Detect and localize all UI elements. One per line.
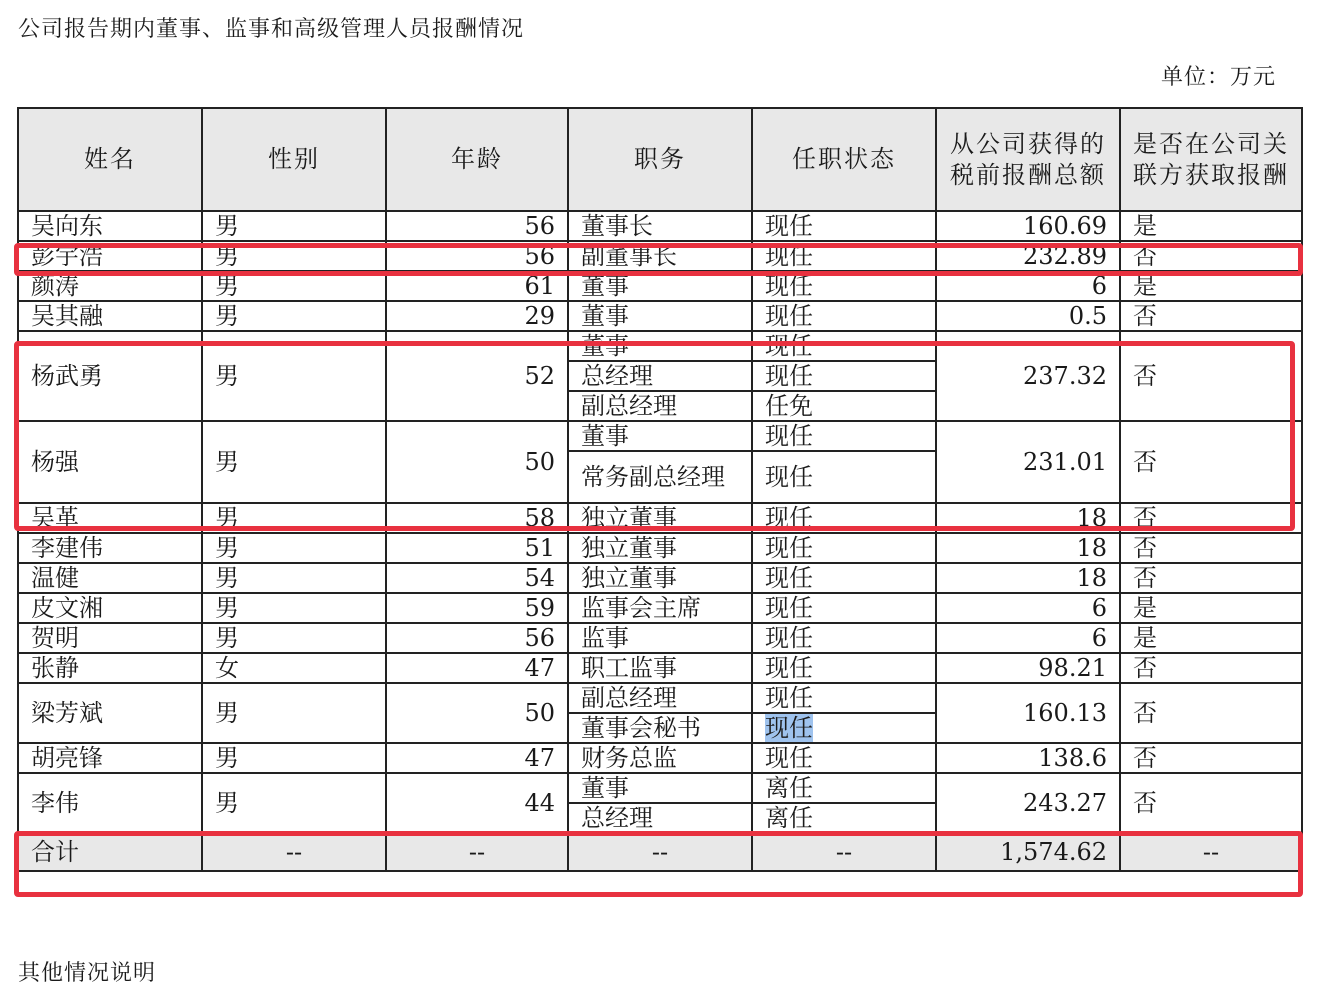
cell-status: 离任 xyxy=(752,773,936,803)
cell-status: 现任 xyxy=(752,743,936,773)
cell-gender: 男 xyxy=(202,743,386,773)
cell-age: 58 xyxy=(386,503,568,533)
cell-position: 董事长 xyxy=(568,211,752,241)
cell-related: 否 xyxy=(1120,533,1302,563)
cell-pay: 160.69 xyxy=(936,211,1120,241)
cell-name: 杨武勇 xyxy=(18,331,202,421)
table-row xyxy=(18,271,1302,301)
cell-name: 吴向东 xyxy=(18,211,202,241)
cell-related: 否 xyxy=(1120,743,1302,773)
cell-status: 现任 xyxy=(752,361,936,391)
table-row xyxy=(18,683,1302,713)
cell-name: 吴其融 xyxy=(18,301,202,331)
cell-status: 现任 xyxy=(752,623,936,653)
table-row xyxy=(18,331,1302,361)
cell-status: 现任 xyxy=(752,241,936,271)
table-row xyxy=(18,653,1302,683)
table-row xyxy=(18,211,1302,241)
cell-pay: 232.89 xyxy=(936,241,1120,271)
cell-position: 独立董事 xyxy=(568,533,752,563)
total-status: -- xyxy=(752,833,936,871)
cell-related: 是 xyxy=(1120,271,1302,301)
header-row xyxy=(18,108,1302,211)
header-status: 任职状态 xyxy=(752,108,936,211)
cell-gender: 男 xyxy=(202,211,386,241)
header-related: 是否在公司关联方获取报酬 xyxy=(1120,108,1302,211)
cell-status: 现任 xyxy=(752,451,936,503)
cell-pay: 160.13 xyxy=(936,683,1120,743)
cell-name: 胡亮锋 xyxy=(18,743,202,773)
cell-related: 否 xyxy=(1120,241,1302,271)
cell-related: 否 xyxy=(1120,773,1302,833)
cell-position: 监事会主席 xyxy=(568,593,752,623)
table-row xyxy=(18,241,1302,271)
cell-related: 否 xyxy=(1120,683,1302,743)
table-row xyxy=(18,743,1302,773)
cell-age: 29 xyxy=(386,301,568,331)
cell-pay: 138.6 xyxy=(936,743,1120,773)
cell-pay: 6 xyxy=(936,271,1120,301)
cell-position: 董事会秘书 xyxy=(568,713,752,743)
other-notes-heading: 其他情况说明 xyxy=(18,961,157,986)
cell-age: 56 xyxy=(386,211,568,241)
header-gender: 性别 xyxy=(202,108,386,211)
cell-gender: 男 xyxy=(202,331,386,421)
cell-status: 现任 xyxy=(752,301,936,331)
cell-status: 现任 xyxy=(752,331,936,361)
cell-related: 是 xyxy=(1120,623,1302,653)
total-gender: -- xyxy=(202,833,386,871)
cell-status: 现任 xyxy=(752,563,936,593)
cell-gender: 男 xyxy=(202,301,386,331)
cell-age: 59 xyxy=(386,593,568,623)
cell-position: 总经理 xyxy=(568,803,752,833)
cell-pay: 243.27 xyxy=(936,773,1120,833)
page-title: 公司报告期内董事、监事和高级管理人员报酬情况 xyxy=(18,17,525,42)
cell-status: 现任 xyxy=(752,683,936,713)
total-age: -- xyxy=(386,833,568,871)
table-row xyxy=(18,773,1302,803)
cell-status: 任免 xyxy=(752,391,936,421)
cell-status: 现任 xyxy=(752,271,936,301)
table-row xyxy=(18,421,1302,451)
cell-name: 李建伟 xyxy=(18,533,202,563)
cell-pay: 18 xyxy=(936,533,1120,563)
cell-related: 否 xyxy=(1120,653,1302,683)
unit-label: 单位：万元 xyxy=(1160,65,1276,90)
cell-age: 47 xyxy=(386,743,568,773)
cell-gender: 男 xyxy=(202,533,386,563)
cell-age: 52 xyxy=(386,331,568,421)
cell-position: 职工监事 xyxy=(568,653,752,683)
cell-position: 独立董事 xyxy=(568,563,752,593)
cell-pay: 231.01 xyxy=(936,421,1120,503)
cell-pay: 98.21 xyxy=(936,653,1120,683)
header-position: 职务 xyxy=(568,108,752,211)
cell-related: 否 xyxy=(1120,503,1302,533)
cell-gender: 男 xyxy=(202,683,386,743)
cell-name: 彭宇浩 xyxy=(18,241,202,271)
cell-gender: 男 xyxy=(202,271,386,301)
header-pay: 从公司获得的税前报酬总额 xyxy=(936,108,1120,211)
cell-gender: 男 xyxy=(202,773,386,833)
remuneration-table xyxy=(17,107,1303,872)
cell-status: 现任 xyxy=(752,533,936,563)
cell-age: 56 xyxy=(386,241,568,271)
cell-position: 董事 xyxy=(568,271,752,301)
table-row xyxy=(18,503,1302,533)
cell-name: 张静 xyxy=(18,653,202,683)
cell-position: 副总经理 xyxy=(568,683,752,713)
header-age: 年龄 xyxy=(386,108,568,211)
cell-age: 56 xyxy=(386,623,568,653)
total-row xyxy=(18,833,1302,871)
cell-position: 董事 xyxy=(568,301,752,331)
total-position: -- xyxy=(568,833,752,871)
cell-related: 是 xyxy=(1120,593,1302,623)
cell-pay: 18 xyxy=(936,503,1120,533)
selected-text[interactable]: 现任 xyxy=(765,714,813,742)
cell-gender: 男 xyxy=(202,241,386,271)
cell-position: 监事 xyxy=(568,623,752,653)
cell-name: 杨强 xyxy=(18,421,202,503)
cell-position: 董事 xyxy=(568,421,752,451)
table-row xyxy=(18,623,1302,653)
table-row xyxy=(18,563,1302,593)
cell-name: 颜涛 xyxy=(18,271,202,301)
cell-gender: 男 xyxy=(202,623,386,653)
cell-position: 董事 xyxy=(568,773,752,803)
cell-status: 离任 xyxy=(752,803,936,833)
cell-age: 50 xyxy=(386,421,568,503)
table-row xyxy=(18,533,1302,563)
cell-status: 现任 xyxy=(752,211,936,241)
cell-related: 否 xyxy=(1120,563,1302,593)
cell-gender: 男 xyxy=(202,503,386,533)
cell-age: 51 xyxy=(386,533,568,563)
total-label: 合计 xyxy=(18,833,202,871)
cell-related: 否 xyxy=(1120,301,1302,331)
cell-related: 否 xyxy=(1120,421,1302,503)
cell-age: 50 xyxy=(386,683,568,743)
cell-gender: 男 xyxy=(202,563,386,593)
cell-age: 44 xyxy=(386,773,568,833)
cell-position: 财务总监 xyxy=(568,743,752,773)
header-name: 姓名 xyxy=(18,108,202,211)
cell-position: 副总经理 xyxy=(568,391,752,421)
cell-position: 常务副总经理 xyxy=(568,451,752,503)
cell-pay: 6 xyxy=(936,623,1120,653)
cell-related: 否 xyxy=(1120,331,1302,421)
cell-name: 吴革 xyxy=(18,503,202,533)
cell-name: 贺明 xyxy=(18,623,202,653)
cell-status: 现任 xyxy=(752,421,936,451)
cell-gender: 女 xyxy=(202,653,386,683)
cell-gender: 男 xyxy=(202,421,386,503)
cell-position: 总经理 xyxy=(568,361,752,391)
cell-age: 47 xyxy=(386,653,568,683)
cell-gender: 男 xyxy=(202,593,386,623)
total-pay: 1,574.62 xyxy=(936,833,1120,871)
total-related: -- xyxy=(1120,833,1302,871)
cell-status: 现任 xyxy=(752,593,936,623)
cell-status: 现任 xyxy=(752,503,936,533)
cell-position: 副董事长 xyxy=(568,241,752,271)
cell-pay: 237.32 xyxy=(936,331,1120,421)
cell-status[interactable] xyxy=(752,713,936,743)
cell-age: 54 xyxy=(386,563,568,593)
table-row xyxy=(18,593,1302,623)
cell-name: 梁芳斌 xyxy=(18,683,202,743)
cell-age: 61 xyxy=(386,271,568,301)
cell-name: 李伟 xyxy=(18,773,202,833)
cell-pay: 0.5 xyxy=(936,301,1120,331)
cell-name: 温健 xyxy=(18,563,202,593)
cell-status: 现任 xyxy=(752,653,936,683)
cell-name: 皮文湘 xyxy=(18,593,202,623)
cell-pay: 18 xyxy=(936,563,1120,593)
cell-position: 独立董事 xyxy=(568,503,752,533)
table-row xyxy=(18,301,1302,331)
cell-related: 是 xyxy=(1120,211,1302,241)
cell-pay: 6 xyxy=(936,593,1120,623)
cell-position: 董事 xyxy=(568,331,752,361)
